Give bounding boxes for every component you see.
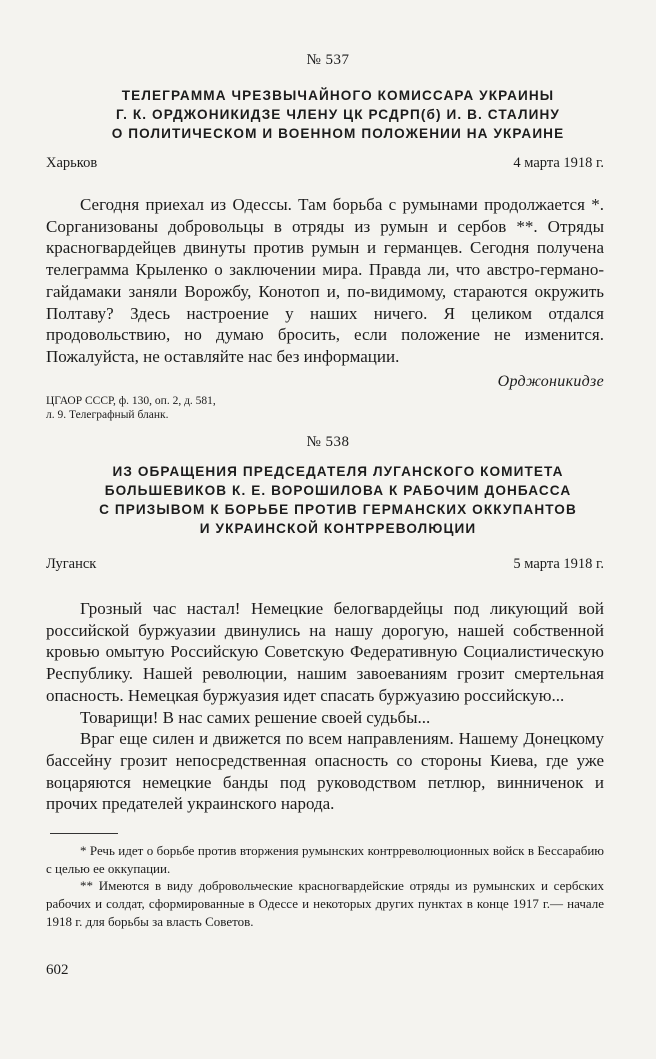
title-line: О ПОЛИТИЧЕСКОМ И ВОЕННОМ ПОЛОЖЕНИИ НА УКРАИНЕ xyxy=(111,126,565,141)
footnote: ** Имеются в виду добровольческие красногвардейские отряды из румынских и сербских рабочих и солдат, сформированные в Одессе и некоторых других пунктах в конце 1917 г.— начале 1918 г. для борьбы за власть Советов. xyxy=(46,878,604,929)
date-538: 5 марта 1918 г. xyxy=(513,556,604,572)
archive-source xyxy=(46,395,346,422)
source-line: л. 9. Телеграфный бланк. xyxy=(46,408,169,421)
document-number-538: № 538 xyxy=(306,434,350,450)
footnote: * Речь идет о борьбе против вторжения румынских контрреволюционных войск в Бессарабию с целью ее оккупации. xyxy=(46,843,604,876)
title-line: БОЛЬШЕВИКОВ К. Е. ВОРОШИЛОВА К РАБОЧИМ ДОНБАССА xyxy=(104,483,572,498)
title-line: ИЗ ОБРАЩЕНИЯ ПРЕДСЕДАТЕЛЯ ЛУГАНСКОГО КОМИТЕТА xyxy=(112,464,564,479)
paragraph: Товарищи! В нас самих решение своей судьбы... xyxy=(80,707,431,727)
signature: Орджоникидзе xyxy=(497,373,604,390)
document-body-537 xyxy=(46,194,604,368)
paragraph: Враг еще силен и движется по всем направлениям. Нашему Донецкому бассейну грозит непосредственная опасность со стороны Киева, где уже воцаряются немецкие банды под руководством петлюр, винниченок и прочих предателей украинского народа. xyxy=(46,729,604,814)
document-title-538 xyxy=(60,462,616,538)
source-line: ЦГАОР СССР, ф. 130, оп. 2, д. 581, xyxy=(46,395,216,407)
title-line: Г. К. ОРДЖОНИКИДЗЕ ЧЛЕНУ ЦК РСДРП(б) И. В. СТАЛИНУ xyxy=(116,107,560,122)
place-537: Харьков xyxy=(46,155,98,171)
document-number-537: № 537 xyxy=(306,52,350,68)
footnote-separator xyxy=(50,833,118,834)
date-537: 4 марта 1918 г. xyxy=(513,155,604,171)
place-538: Луганск xyxy=(46,556,97,572)
title-line: С ПРИЗЫВОМ К БОРЬБЕ ПРОТИВ ГЕРМАНСКИХ ОККУПАНТОВ xyxy=(99,502,577,517)
document-body-538 xyxy=(46,598,604,815)
document-title-537 xyxy=(60,86,616,143)
paragraph: Грозный час настал! Немецкие белогвардейцы под ликующий вой российской буржуазии двинулись на нашу дорогую, нашей собственной кровью омытую Российскую Советскую Федеративную Социалистическую Республику. Нашей революции, нашим завоеваниям грозит смертельная опасность. Немецкая буржуазия идет спасать буржуазию российскую... xyxy=(46,599,604,705)
page-number: 602 xyxy=(46,962,69,978)
title-line: И УКРАИНСКОЙ КОНТРРЕВОЛЮЦИИ xyxy=(199,521,477,536)
paragraph: Сегодня приехал из Одессы. Там борьба с румынами продолжается *. Сорганизованы добровольцы в отряды из румын и сербов **. Отряды красногвардейцев двинуты против румын и германцев. Сегодня получена телеграмма Крыленко о заключении мира. Правда ли, что австро-германо-гайдамаки заняли Ворожбу, Конотоп и, по-видимому, стараются окружить Полтаву? Здесь настроение у наших ничего. Я целиком отдался продовольствию, но думаю бросить, если положение не изменится. Пожалуйста, не оставляйте нас без информации. xyxy=(46,195,604,366)
footnotes xyxy=(46,842,604,931)
title-line: ТЕЛЕГРАММА ЧРЕЗВЫЧАЙНОГО КОМИССАРА УКРАИНЫ xyxy=(121,88,555,103)
